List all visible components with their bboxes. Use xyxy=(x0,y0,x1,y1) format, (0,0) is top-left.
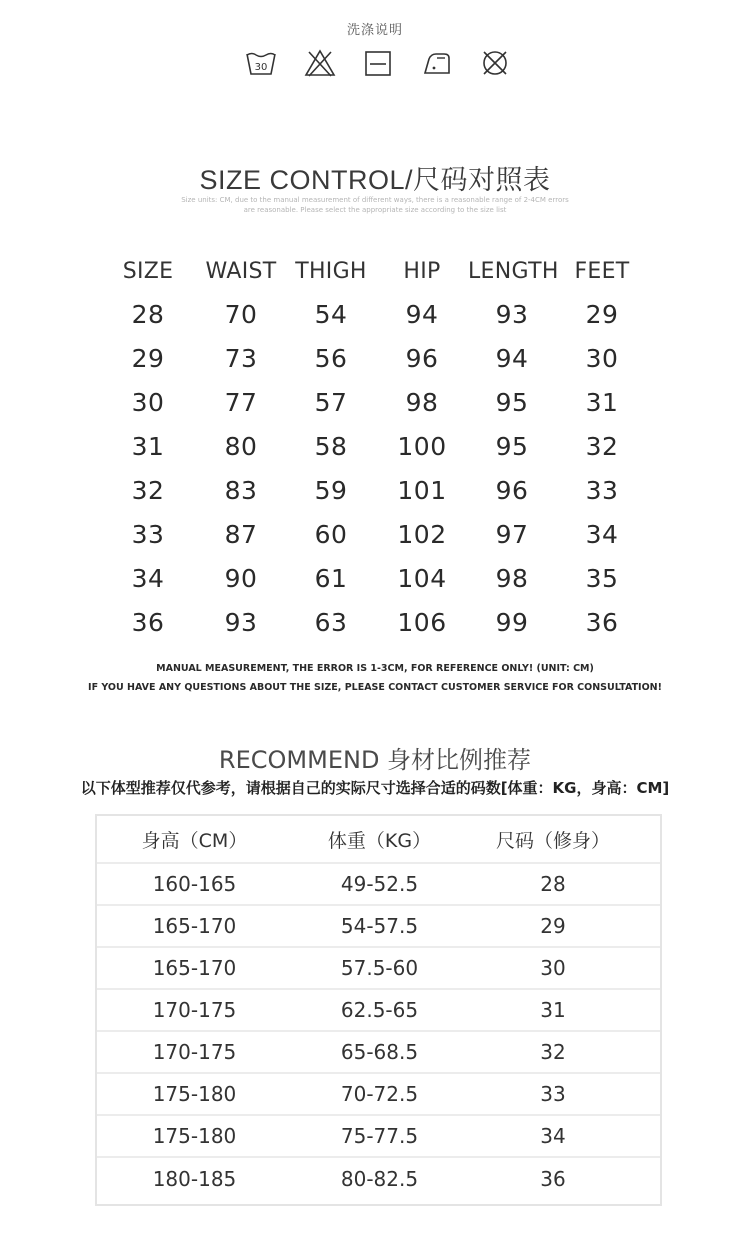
cell-weight: 75-77.5 xyxy=(340,1124,419,1148)
cell-feet: 34 xyxy=(585,519,619,549)
wash-30-icon xyxy=(244,46,278,80)
cell-thigh: 63 xyxy=(314,607,348,637)
cell-size: 28 xyxy=(131,299,165,329)
header-weight: 体重（KG） xyxy=(327,829,432,852)
cell-length: 94 xyxy=(495,343,529,373)
recommend-row xyxy=(97,948,660,990)
cell-height: 170-175 xyxy=(152,1040,237,1064)
cell-hip: 94 xyxy=(405,299,439,329)
recommend-row xyxy=(97,1074,660,1116)
contact-service-note: IF YOU HAVE ANY QUESTIONS ABOUT THE SIZE, PLEASE CONTACT CUSTOMER SERVICE FOR CONSULTATION! xyxy=(88,682,662,693)
cell-hip: 96 xyxy=(405,343,439,373)
cell-size: 36 xyxy=(540,1167,566,1191)
size-note-line2: are reasonable. Please select the appropriate size according to the size list xyxy=(243,206,507,214)
header-thigh: THIGH xyxy=(295,258,367,284)
cell-waist: 73 xyxy=(224,343,258,373)
cell-weight: 70-72.5 xyxy=(340,1082,419,1106)
cell-size: 28 xyxy=(540,872,566,896)
size-note-line1: Size units: CM, due to the manual measurement of different ways, there is a reasonable range of 2-4CM errors xyxy=(181,196,569,204)
cell-size: 29 xyxy=(540,914,566,938)
header-size-slim: 尺码（修身） xyxy=(495,829,610,852)
cell-hip: 102 xyxy=(397,519,447,549)
size-table xyxy=(100,250,660,644)
cell-height: 175-180 xyxy=(152,1124,237,1148)
cell-weight: 65-68.5 xyxy=(340,1040,419,1064)
header-waist: WAIST xyxy=(205,258,277,284)
recommend-row xyxy=(97,1158,660,1200)
cell-weight: 49-52.5 xyxy=(340,872,419,896)
cell-length: 95 xyxy=(495,387,529,417)
cell-feet: 32 xyxy=(585,431,619,461)
cell-waist: 93 xyxy=(224,607,258,637)
header-feet: FEET xyxy=(574,258,630,284)
cell-weight: 57.5-60 xyxy=(340,956,419,980)
cell-thigh: 56 xyxy=(314,343,348,373)
size-row xyxy=(100,556,660,600)
cell-waist: 77 xyxy=(224,387,258,417)
size-row xyxy=(100,380,660,424)
cell-size: 34 xyxy=(131,563,165,593)
cell-feet: 31 xyxy=(585,387,619,417)
cell-size: 30 xyxy=(131,387,165,417)
cell-weight: 80-82.5 xyxy=(340,1167,419,1191)
recommend-subtitle: 以下体型推荐仅代参考，请根据自己的实际尺寸选择合适的码数[体重：KG，身高：CM] xyxy=(80,779,670,797)
cell-waist: 80 xyxy=(224,431,258,461)
no-dry-clean-icon xyxy=(478,46,512,80)
cell-size: 32 xyxy=(540,1040,566,1064)
cell-waist: 90 xyxy=(224,563,258,593)
cell-length: 96 xyxy=(495,475,529,505)
cell-waist: 70 xyxy=(224,299,258,329)
size-control-title: SIZE CONTROL/尺码对照表 xyxy=(199,165,551,195)
cell-length: 97 xyxy=(495,519,529,549)
size-row xyxy=(100,336,660,380)
size-row xyxy=(100,424,660,468)
header-height: 身高（CM） xyxy=(141,829,248,852)
recommend-row xyxy=(97,1116,660,1158)
cell-hip: 104 xyxy=(397,563,447,593)
cell-thigh: 59 xyxy=(314,475,348,505)
size-table-header xyxy=(100,250,660,292)
cell-waist: 87 xyxy=(224,519,258,549)
cell-thigh: 54 xyxy=(314,299,348,329)
cell-size: 31 xyxy=(131,431,165,461)
cell-thigh: 60 xyxy=(314,519,348,549)
cell-thigh: 57 xyxy=(314,387,348,417)
cell-length: 98 xyxy=(495,563,529,593)
header-size: SIZE xyxy=(122,258,174,284)
care-title: 洗涤说明 xyxy=(346,23,403,38)
size-row xyxy=(100,468,660,512)
svg-text:30: 30 xyxy=(254,62,268,73)
recommend-table xyxy=(95,814,662,1206)
size-row xyxy=(100,512,660,556)
cell-height: 180-185 xyxy=(152,1167,237,1191)
cell-height: 170-175 xyxy=(152,998,237,1022)
cell-waist: 83 xyxy=(224,475,258,505)
cell-height: 160-165 xyxy=(152,872,237,896)
cell-size: 36 xyxy=(131,607,165,637)
recommend-row xyxy=(97,990,660,1032)
cell-feet: 36 xyxy=(585,607,619,637)
cell-hip: 106 xyxy=(397,607,447,637)
cell-feet: 35 xyxy=(585,563,619,593)
recommend-row xyxy=(97,1032,660,1074)
cell-hip: 98 xyxy=(405,387,439,417)
cell-weight: 62.5-65 xyxy=(340,998,419,1022)
cell-thigh: 61 xyxy=(314,563,348,593)
header-hip: HIP xyxy=(403,258,441,284)
cell-height: 165-170 xyxy=(152,914,237,938)
cell-size: 29 xyxy=(131,343,165,373)
cell-weight: 54-57.5 xyxy=(340,914,419,938)
header-length: LENGTH xyxy=(468,258,559,284)
cell-thigh: 58 xyxy=(314,431,348,461)
cell-size: 33 xyxy=(131,519,165,549)
cell-length: 95 xyxy=(495,431,529,461)
cell-hip: 100 xyxy=(397,431,447,461)
cell-size: 31 xyxy=(540,998,566,1022)
cell-height: 175-180 xyxy=(152,1082,237,1106)
size-row xyxy=(100,600,660,644)
iron-low-icon xyxy=(420,46,454,80)
cell-feet: 30 xyxy=(585,343,619,373)
cell-length: 93 xyxy=(495,299,529,329)
no-bleach-icon xyxy=(303,46,337,80)
cell-height: 165-170 xyxy=(152,956,237,980)
cell-feet: 29 xyxy=(585,299,619,329)
cell-hip: 101 xyxy=(397,475,447,505)
cell-length: 99 xyxy=(495,607,529,637)
care-icons xyxy=(244,46,512,80)
cell-size: 32 xyxy=(131,475,165,505)
recommend-header-row xyxy=(97,816,660,864)
cell-size: 30 xyxy=(540,956,566,980)
manual-measurement-note: MANUAL MEASUREMENT, THE ERROR IS 1-3CM, FOR REFERENCE ONLY! (UNIT: CM) xyxy=(156,663,594,674)
recommend-title: RECOMMEND 身材比例推荐 xyxy=(218,746,532,774)
cell-size: 34 xyxy=(540,1124,566,1148)
recommend-row xyxy=(97,906,660,948)
recommend-row xyxy=(97,864,660,906)
cell-size: 33 xyxy=(540,1082,566,1106)
size-row xyxy=(100,292,660,336)
cell-feet: 33 xyxy=(585,475,619,505)
dry-flat-icon xyxy=(361,46,395,80)
